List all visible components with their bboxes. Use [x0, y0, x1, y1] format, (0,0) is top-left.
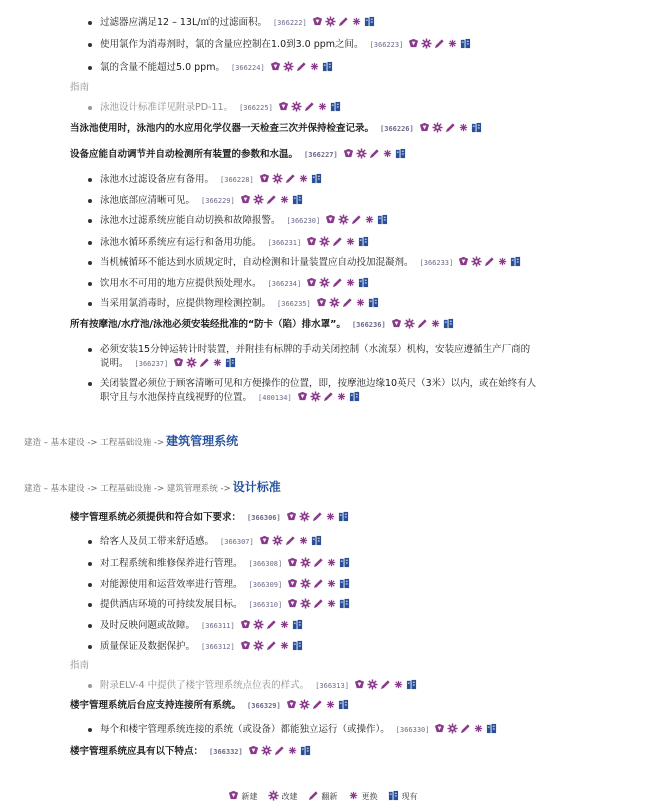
- new-icon[interactable]: [354, 679, 365, 695]
- renew-icon: [308, 790, 319, 803]
- improve-icon[interactable]: [421, 38, 432, 54]
- existing-icon[interactable]: [322, 61, 333, 77]
- renew-icon[interactable]: [369, 148, 380, 164]
- requirement-heading: [70, 148, 406, 164]
- list-item: [86, 578, 350, 594]
- list-item-continuation: [100, 357, 236, 373]
- renew-icon[interactable]: [434, 38, 445, 54]
- new-icon[interactable]: [286, 699, 297, 715]
- list-item: [86, 598, 350, 614]
- existing-icon: [388, 790, 399, 803]
- list-item: [86, 297, 379, 313]
- replace-icon[interactable]: [317, 101, 328, 117]
- status-icons: [286, 511, 349, 527]
- status-icons: [286, 699, 349, 715]
- existing-icon[interactable]: [471, 122, 482, 138]
- improve-icon[interactable]: [310, 391, 321, 407]
- existing-icon[interactable]: [339, 557, 350, 573]
- list-item: [86, 38, 471, 54]
- item-code: [366227]: [304, 151, 338, 159]
- renew-icon[interactable]: [285, 535, 296, 551]
- improve-icon[interactable]: [283, 61, 294, 77]
- existing-icon[interactable]: [292, 619, 303, 635]
- list-item: [86, 16, 375, 32]
- breadcrumb-path[interactable]: 建造 – 基本建设 -> 工程基础设施 -> 建筑管理系统 ->: [24, 484, 231, 494]
- improve-icon[interactable]: [299, 699, 310, 715]
- legend-item: [388, 790, 418, 803]
- item-text: 泳池底部应清晰可见。: [100, 195, 196, 206]
- new-icon[interactable]: [458, 256, 469, 272]
- status-icons: [325, 214, 388, 230]
- new-icon[interactable]: [408, 38, 419, 54]
- existing-icon[interactable]: [311, 535, 322, 551]
- item-code: [366224]: [230, 64, 265, 72]
- replace-icon[interactable]: [473, 723, 484, 739]
- improve-icon[interactable]: [272, 173, 283, 189]
- improve-icon[interactable]: [291, 101, 302, 117]
- item-code: [366235]: [277, 300, 311, 308]
- breadcrumb: [24, 432, 238, 449]
- improve-icon[interactable]: [356, 148, 367, 164]
- status-icons: [240, 640, 303, 656]
- item-text: 饮用水不可用的地方应提供预处理水。: [100, 278, 262, 289]
- list-item: [86, 343, 530, 357]
- status-icons: [434, 723, 497, 739]
- legend-item: [268, 790, 298, 803]
- item-text: 设备应能自动调节并自动检测所有装置的参数和水温。: [70, 149, 299, 160]
- existing-icon[interactable]: [443, 318, 454, 334]
- renew-icon[interactable]: [313, 578, 324, 594]
- item-text: 楼宇管理系统应具有以下特点：: [70, 746, 204, 757]
- improve-icon[interactable]: [300, 557, 311, 573]
- item-text: 氯的含量不能超过5.0 ppm。: [100, 62, 225, 73]
- item-text: 当泳池使用时，泳池内的水应用化学仪器一天检查三次并保持检查记录。: [70, 123, 375, 134]
- guide-item: [86, 101, 341, 117]
- renew-icon[interactable]: [484, 256, 495, 272]
- item-code: [366236]: [351, 321, 386, 329]
- item-text: 指南: [70, 660, 90, 671]
- improve-icon[interactable]: [319, 277, 330, 293]
- replace-icon[interactable]: [279, 619, 290, 635]
- list-item: [86, 236, 369, 252]
- replace-icon[interactable]: [345, 277, 356, 293]
- improve-icon[interactable]: [253, 619, 264, 635]
- replace-icon[interactable]: [279, 640, 290, 656]
- new-icon[interactable]: [259, 535, 270, 551]
- new-icon[interactable]: [173, 357, 184, 373]
- item-text: 每个和楼宇管理系统连接的系统（或设备）都能独立运行（或操作）。: [100, 724, 390, 735]
- status-icons: [240, 619, 303, 635]
- renew-icon[interactable]: [460, 723, 471, 739]
- replace-icon[interactable]: [382, 148, 393, 164]
- new-icon[interactable]: [248, 745, 259, 761]
- item-code: [366237]: [134, 360, 169, 368]
- list-item: [86, 723, 497, 739]
- improve-icon[interactable]: [471, 256, 482, 272]
- improve-icon[interactable]: [253, 194, 264, 210]
- item-code: [366223]: [369, 41, 404, 49]
- existing-icon[interactable]: [292, 194, 303, 210]
- replace-icon[interactable]: [325, 511, 336, 527]
- renew-icon[interactable]: [380, 679, 391, 695]
- item-code: [366308]: [248, 560, 283, 568]
- status-icons: [287, 598, 350, 614]
- new-icon[interactable]: [287, 557, 298, 573]
- new-icon[interactable]: [434, 723, 445, 739]
- improve-icon[interactable]: [404, 318, 415, 334]
- breadcrumb: [24, 478, 281, 495]
- new-icon[interactable]: [419, 122, 430, 138]
- new-icon[interactable]: [312, 16, 323, 32]
- existing-icon[interactable]: [292, 640, 303, 656]
- item-code: [366226]: [380, 125, 414, 133]
- replace-icon[interactable]: [298, 173, 309, 189]
- renew-icon[interactable]: [266, 619, 277, 635]
- existing-icon[interactable]: [338, 511, 349, 527]
- renew-icon[interactable]: [304, 101, 315, 117]
- new-icon[interactable]: [270, 61, 281, 77]
- list-item-continuation: [100, 391, 360, 407]
- existing-icon[interactable]: [225, 357, 236, 373]
- renew-icon[interactable]: [285, 173, 296, 189]
- legend-label: 更换: [361, 792, 378, 801]
- item-code: [366307]: [220, 538, 254, 546]
- replace-icon[interactable]: [345, 236, 356, 252]
- status-icons: [287, 557, 350, 573]
- new-icon[interactable]: [297, 391, 308, 407]
- improve-icon[interactable]: [186, 357, 197, 373]
- replace-icon[interactable]: [326, 578, 337, 594]
- renew-icon[interactable]: [266, 640, 277, 656]
- guide-label: [70, 659, 89, 673]
- item-text: 楼宇管理系统必须提供和符合如下要求：: [70, 512, 242, 523]
- item-text: 指南: [70, 82, 90, 93]
- status-icons: [287, 578, 350, 594]
- renew-icon[interactable]: [274, 745, 285, 761]
- new-icon[interactable]: [306, 236, 317, 252]
- status-icons: [248, 745, 311, 761]
- renew-icon[interactable]: [266, 194, 277, 210]
- requirement-heading: [70, 318, 454, 334]
- existing-icon[interactable]: [339, 598, 350, 614]
- renew-icon[interactable]: [417, 318, 428, 334]
- list-item: [86, 61, 333, 77]
- new-icon[interactable]: [343, 148, 354, 164]
- list-item: [86, 277, 369, 293]
- replace-icon[interactable]: [287, 745, 298, 761]
- replace-icon[interactable]: [351, 16, 362, 32]
- item-text: 关闭装置必须位于顾客清晰可见和方便操作的位置，即，按摩池边缘10英尺（3米）以内，或在始终有人: [100, 378, 537, 389]
- legend-item: [348, 790, 378, 803]
- replace-icon[interactable]: [355, 297, 366, 313]
- item-text: 泳池水循环系统应有运行和备用功能。: [100, 237, 262, 248]
- replace-icon[interactable]: [393, 679, 404, 695]
- status-icons: [240, 194, 303, 210]
- legend-item: [308, 790, 338, 803]
- list-item: [86, 194, 303, 210]
- status-icons: [259, 173, 322, 189]
- new-icon: [228, 790, 239, 803]
- new-icon[interactable]: [240, 194, 251, 210]
- item-text: 职守且与水池保持直线视野的位置。: [100, 392, 253, 403]
- status-icons: [458, 256, 521, 272]
- legend-label: 翻新: [321, 792, 338, 801]
- renew-icon[interactable]: [296, 61, 307, 77]
- item-code: [366309]: [248, 581, 283, 589]
- list-item: [86, 640, 303, 656]
- improve-icon[interactable]: [329, 297, 340, 313]
- list-item: [86, 557, 350, 573]
- status-icons: [343, 148, 406, 164]
- renew-icon[interactable]: [351, 214, 362, 230]
- item-code: [366234]: [267, 280, 302, 288]
- replace-icon[interactable]: [336, 391, 347, 407]
- renew-icon[interactable]: [312, 699, 323, 715]
- item-text: 当机械循环不能达到水质规定时，自动检测和计量装置应自动投加混凝剂。: [100, 257, 414, 268]
- item-text: 质量保证及数据保护。: [100, 641, 196, 652]
- renew-icon[interactable]: [332, 277, 343, 293]
- renew-icon[interactable]: [445, 122, 456, 138]
- improve-icon[interactable]: [261, 745, 272, 761]
- renew-icon[interactable]: [199, 357, 210, 373]
- status-icons: [419, 122, 482, 138]
- item-code: [366312]: [201, 643, 235, 651]
- status-icons: [306, 236, 369, 252]
- item-code: [366310]: [248, 601, 283, 609]
- renew-icon[interactable]: [312, 511, 323, 527]
- improve-icon[interactable]: [300, 598, 311, 614]
- replace-icon[interactable]: [325, 699, 336, 715]
- list-item: [86, 214, 388, 230]
- new-icon[interactable]: [391, 318, 402, 334]
- legend: [0, 790, 645, 803]
- item-text: 及时反映问题或故障。: [100, 620, 196, 631]
- item-code: [400134]: [258, 394, 292, 402]
- list-item: [86, 535, 322, 551]
- new-icon[interactable]: [240, 640, 251, 656]
- existing-icon[interactable]: [311, 173, 322, 189]
- improve-icon[interactable]: [338, 214, 349, 230]
- replace-icon[interactable]: [212, 357, 223, 373]
- status-icons: [316, 297, 379, 313]
- requirement-heading: [70, 745, 311, 761]
- new-icon[interactable]: [278, 101, 289, 117]
- item-text: 必须安装15分钟运转计时装置，并附挂有标牌的手动关闭控制（水流泵）机构，安装应遵循生产厂商的: [100, 344, 531, 355]
- requirement-heading: [70, 122, 482, 138]
- existing-icon[interactable]: [368, 297, 379, 313]
- improve-icon[interactable]: [447, 723, 458, 739]
- list-item: [86, 173, 322, 189]
- existing-icon[interactable]: [300, 745, 311, 761]
- replace-icon[interactable]: [279, 194, 290, 210]
- item-code: [366230]: [286, 217, 321, 225]
- renew-icon[interactable]: [338, 16, 349, 32]
- status-icons: [259, 535, 322, 551]
- existing-icon[interactable]: [358, 277, 369, 293]
- new-icon[interactable]: [316, 297, 327, 313]
- improve-icon[interactable]: [325, 16, 336, 32]
- improve-icon[interactable]: [367, 679, 378, 695]
- existing-icon[interactable]: [339, 578, 350, 594]
- replace-icon[interactable]: [326, 557, 337, 573]
- existing-icon[interactable]: [330, 101, 341, 117]
- existing-icon[interactable]: [510, 256, 521, 272]
- replace-icon[interactable]: [309, 61, 320, 77]
- legend-label: 新建: [241, 792, 258, 801]
- existing-icon[interactable]: [406, 679, 417, 695]
- status-icons: [173, 357, 236, 373]
- replace-icon[interactable]: [497, 256, 508, 272]
- replace-icon[interactable]: [430, 318, 441, 334]
- legend-item: [228, 790, 258, 803]
- existing-icon[interactable]: [395, 148, 406, 164]
- item-code: [366332]: [209, 748, 243, 756]
- item-text: 泳池水过滤系统应能自动切换和故障报警。: [100, 215, 281, 226]
- status-icons: [312, 16, 375, 32]
- status-icons: [297, 391, 360, 407]
- renew-icon[interactable]: [313, 557, 324, 573]
- improve-icon[interactable]: [432, 122, 443, 138]
- new-icon[interactable]: [259, 173, 270, 189]
- improve-icon[interactable]: [319, 236, 330, 252]
- item-code: [366228]: [220, 176, 254, 184]
- list-item: [86, 256, 521, 272]
- replace-icon[interactable]: [298, 535, 309, 551]
- guide-label: [70, 81, 89, 95]
- existing-icon[interactable]: [486, 723, 497, 739]
- section-title: 建筑管理系统: [166, 434, 239, 448]
- item-code: [366313]: [315, 682, 349, 690]
- improve-icon: [268, 790, 279, 803]
- breadcrumb-path[interactable]: 建造 – 基本建设 -> 工程基础设施 ->: [24, 438, 165, 448]
- new-icon[interactable]: [240, 619, 251, 635]
- replace-icon[interactable]: [447, 38, 458, 54]
- item-code: [366311]: [201, 622, 235, 630]
- existing-icon[interactable]: [460, 38, 471, 54]
- list-item: [86, 619, 303, 635]
- item-code: [366229]: [201, 197, 235, 205]
- item-code: [366225]: [239, 104, 273, 112]
- item-text: 说明。: [100, 358, 129, 369]
- item-code: [366233]: [419, 259, 454, 267]
- guide-item: [86, 679, 417, 695]
- item-code: [366306]: [247, 514, 281, 522]
- improve-icon[interactable]: [299, 511, 310, 527]
- renew-icon[interactable]: [313, 598, 324, 614]
- item-code: [366329]: [247, 702, 281, 710]
- renew-icon[interactable]: [342, 297, 353, 313]
- item-text: 附录ELV-4 中提供了楼宇管理系统点位表的样式。: [100, 680, 310, 691]
- replace-icon[interactable]: [326, 598, 337, 614]
- legend-label: 现有: [401, 792, 418, 801]
- existing-icon[interactable]: [338, 699, 349, 715]
- new-icon[interactable]: [325, 214, 336, 230]
- replace-icon[interactable]: [458, 122, 469, 138]
- new-icon[interactable]: [287, 578, 298, 594]
- item-text: 对能源使用和运营效率进行管理。: [100, 579, 243, 590]
- status-icons: [354, 679, 417, 695]
- status-icons: [306, 277, 369, 293]
- item-text: 使用氯作为消毒剂时，氯的含量应控制在1.0到3.0 ppm之间。: [100, 39, 364, 50]
- replace-icon[interactable]: [364, 214, 375, 230]
- improve-icon[interactable]: [300, 578, 311, 594]
- section-title: 设计标准: [232, 480, 281, 494]
- item-code: [366330]: [395, 726, 430, 734]
- status-icons: [270, 61, 333, 77]
- item-text: 泳池水过滤设备应有备用。: [100, 174, 215, 185]
- item-text: 当采用氯消毒时，应提供物理检测控制。: [100, 298, 272, 309]
- item-text: 楼宇管理系统后台应支持连接所有系统。: [70, 700, 242, 711]
- improve-icon[interactable]: [253, 640, 264, 656]
- item-text: 过滤器应满足12 – 13L/㎡的过滤面积。: [100, 17, 267, 28]
- status-icons: [278, 101, 341, 117]
- new-icon[interactable]: [286, 511, 297, 527]
- existing-icon[interactable]: [364, 16, 375, 32]
- item-text: 给客人及员工带来舒适感。: [100, 536, 215, 547]
- renew-icon[interactable]: [323, 391, 334, 407]
- existing-icon[interactable]: [349, 391, 360, 407]
- existing-icon[interactable]: [358, 236, 369, 252]
- item-text: 所有按摩池/水疗池/泳池必须安装经批准的“防卡（陷）排水罩”。: [70, 319, 346, 330]
- requirement-heading: [70, 699, 349, 715]
- legend-label: 改建: [281, 792, 298, 801]
- item-code: [366231]: [267, 239, 302, 247]
- new-icon[interactable]: [306, 277, 317, 293]
- renew-icon[interactable]: [332, 236, 343, 252]
- item-code: [366222]: [272, 19, 307, 27]
- replace-icon: [348, 790, 359, 803]
- status-icons: [391, 318, 454, 334]
- status-icons: [408, 38, 471, 54]
- item-text: 提供酒店环境的可持续发展目标。: [100, 599, 243, 610]
- requirement-heading: [70, 511, 349, 527]
- item-text: 泳池设计标准详见附录PD-11。: [100, 102, 234, 113]
- improve-icon[interactable]: [272, 535, 283, 551]
- item-text: 对工程系统和维修保养进行管理。: [100, 558, 243, 569]
- new-icon[interactable]: [287, 598, 298, 614]
- list-item: [86, 377, 536, 391]
- existing-icon[interactable]: [377, 214, 388, 230]
